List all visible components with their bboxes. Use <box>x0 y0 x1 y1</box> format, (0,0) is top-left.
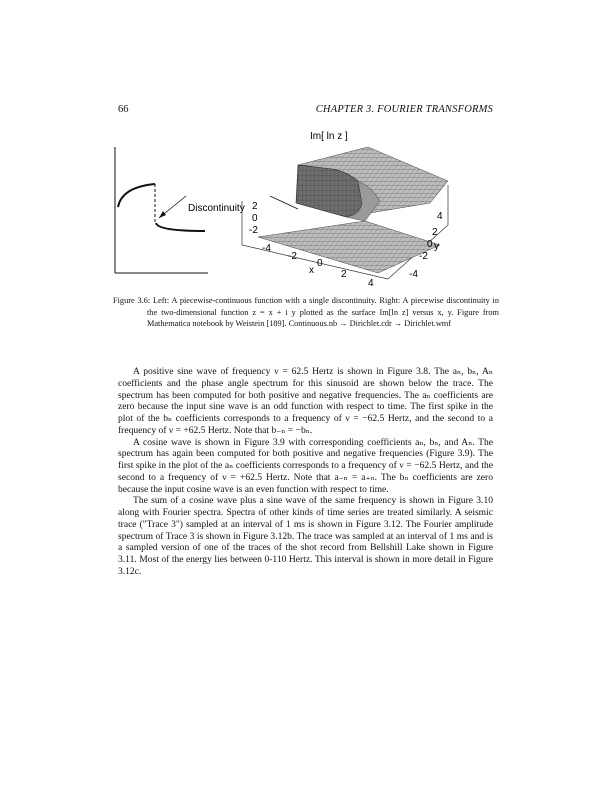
x-axis-label: x <box>309 265 314 276</box>
chapter-title: CHAPTER 3. FOURIER TRANSFORMS <box>315 104 493 115</box>
surface-plot-im-ln-z <box>242 131 448 289</box>
y-tick: -4 <box>409 269 418 280</box>
x-tick: -2 <box>288 251 297 262</box>
caption-label: Figure 3.6: <box>113 296 151 305</box>
right-curve-segment <box>156 223 205 231</box>
x-tick: 4 <box>368 278 374 289</box>
x-tick: 2 <box>341 269 347 280</box>
caption-text: Left: A piecewise-continuous function with a single discontinuity. Right: A piecewise discontinuity in the two-dimensional function z = x + i y plotted as the surface Im[ln z] versus x, y. Figure from Mathematica notebook by Weistein [189]. Continuous.nb → Dirichlet.cdr → Dirichlet.wmf <box>147 296 499 329</box>
surface-lower-sheet <box>258 221 440 273</box>
y-tick: -2 <box>419 251 428 262</box>
page-number: 66 <box>118 104 129 115</box>
figure-3-6 <box>110 125 500 290</box>
z-tick: -2 <box>249 225 258 236</box>
page-header <box>118 104 493 118</box>
z-axis-ticks <box>249 201 258 236</box>
surface-title: Im[ ln z ] <box>310 131 348 142</box>
discontinuity-arrowhead <box>159 211 166 218</box>
y-tick: 2 <box>432 227 438 238</box>
body-text <box>118 366 493 578</box>
x-tick: 0 <box>317 258 323 269</box>
x-tick: -4 <box>262 243 271 254</box>
figure-caption <box>113 295 499 330</box>
discontinuity-pointer-line <box>270 196 298 209</box>
y-tick: 4 <box>437 211 443 222</box>
y-axis-label: y <box>434 241 439 252</box>
paragraph: The sum of a cosine wave plus a sine wave of the same frequency is shown in Figure 3.10 along with Fourier spectra. Spectra of other kinds of time series are treated similarly. A seismic trace ("Trace 3") sampled at an interval of 1 ms is shown in Figure 3.12. The Fourier amplitude spectrum of Trace 3 is shown in Figure 3.12b. The trace was sampled at an interval of 1 ms and is a sampled version of one of the traces of the shot record from Bellshill Lake shown in Figure 3.11. Most of the energy lies between 0-110 Hertz. This interval is shown in more detail in Figure 3.12c. <box>118 495 493 577</box>
z-tick: 2 <box>252 201 258 212</box>
discontinuity-label: Discontinuity <box>188 203 245 214</box>
paragraph: A cosine wave is shown in Figure 3.9 with corresponding coefficients aₙ, bₙ, and Aₙ. The spectrum has again been computed for both positive and negative frequencies (Figure 3.9). The first spike in the plot of the aₙ coefficients corresponds to a frequency of ν = −62.5 Hertz, and the second to a frequency of ν = +62.5 Hertz. Note that a₋ₙ = a₊ₙ. The bₙ coefficients are zero because the input cosine wave is an even function with respect to time. <box>118 436 493 495</box>
y-tick: 0 <box>427 239 433 250</box>
paragraph: A positive sine wave of frequency ν = 62.5 Hertz is shown in Figure 3.8. The aₙ, bₙ, Aₙ coefficients and the phase angle spectrum for this sinusoid are shown below the trace. The spectrum has been computed for both positive and negative frequencies. The aₙ coefficients are zero because the input sine wave is an odd function with respect to time. The first spike in the plot of the bₙ coefficients corresponds to a frequency of ν = −62.5 Hertz, and the second to a frequency of ν = +62.5 Hertz. Note that b₋ₙ = −bₙ. <box>118 366 493 436</box>
piecewise-function-plot <box>115 147 298 273</box>
left-curve-segment <box>118 184 155 207</box>
z-tick: 0 <box>252 213 258 224</box>
